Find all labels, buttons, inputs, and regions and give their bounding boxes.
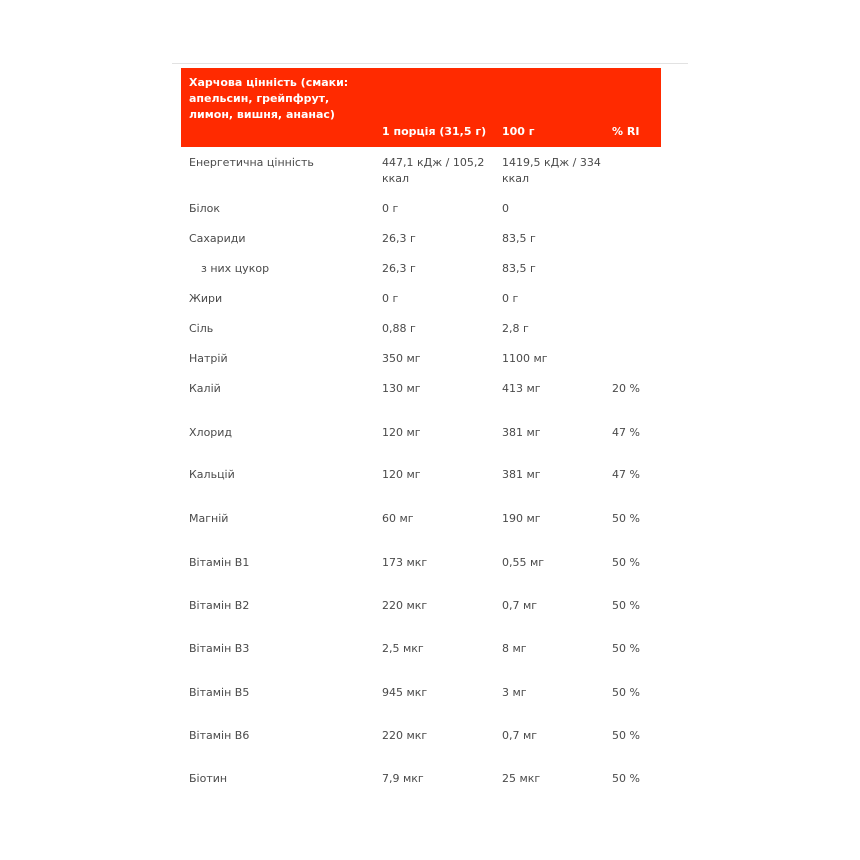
row-per100g: 3 мг (502, 686, 527, 699)
row-per100g: 0,7 мг (502, 599, 538, 612)
row-per100g: 83,5 г (502, 232, 536, 245)
row-ri: 50 % (612, 556, 640, 569)
row-portion: 120 мг (382, 426, 421, 439)
row-portion: 0,88 г (382, 322, 416, 335)
top-divider (172, 63, 688, 64)
row-portion: 0 г (382, 202, 399, 215)
row-per100g: 381 мг (502, 468, 541, 481)
row-ri: 50 % (612, 599, 640, 612)
row-portion: 7,9 мкг (382, 772, 424, 785)
row-per100g: 413 мг (502, 382, 541, 395)
row-name: Сіль (189, 322, 214, 335)
row-name: Кальцій (189, 468, 235, 481)
row-portion: 120 мг (382, 468, 421, 481)
row-name: Вітамін B6 (189, 729, 250, 742)
row-per100g: 0,55 мг (502, 556, 545, 569)
row-per100g: 381 мг (502, 426, 541, 439)
row-per100g: 0 (502, 202, 509, 215)
row-name: Жири (189, 292, 223, 305)
row-ri: 50 % (612, 772, 640, 785)
row-portion: 130 мг (382, 382, 421, 395)
row-name: Калій (189, 382, 221, 395)
row-portion: 26,3 г (382, 232, 416, 245)
row-portion: 0 г (382, 292, 399, 305)
row-portion: 26,3 г (382, 262, 416, 275)
row-per100g: 8 мг (502, 642, 527, 655)
row-portion: 2,5 мкг (382, 642, 424, 655)
row-ri: 47 % (612, 426, 640, 439)
row-ri: 50 % (612, 512, 640, 525)
row-per100g: 25 мкг (502, 772, 541, 785)
row-name: Хлорид (189, 426, 233, 439)
row-name: Вітамін B1 (189, 556, 250, 569)
header-ri: % RI (612, 125, 640, 138)
row-per100g: 190 мг (502, 512, 541, 525)
row-ri: 20 % (612, 382, 640, 395)
row-ri: 50 % (612, 642, 640, 655)
row-name: Вітамін B3 (189, 642, 250, 655)
row-portion: 945 мкг (382, 686, 428, 699)
row-portion: 60 мг (382, 512, 414, 525)
header-per100g: 100 г (502, 125, 535, 138)
row-name: Біотин (189, 772, 228, 785)
row-name: Магній (189, 512, 229, 525)
row-name: Білок (189, 202, 221, 215)
row-name: Натрій (189, 352, 228, 365)
row-portion: 447,1 кДж / 105,2 ккал (382, 156, 485, 185)
table-header (181, 68, 661, 147)
header-title: Харчова цінність (смаки: апельсин, грейпфрут, лимон, вишня, ананас) (189, 76, 349, 121)
row-per100g: 83,5 г (502, 262, 536, 275)
row-per100g: 0,7 мг (502, 729, 538, 742)
row-name: Вітамін B2 (189, 599, 250, 612)
row-name: Енергетична цінність (189, 156, 314, 169)
header-portion: 1 порція (31,5 г) (382, 125, 487, 138)
row-ri: 50 % (612, 686, 640, 699)
row-portion: 173 мкг (382, 556, 428, 569)
row-per100g: 2,8 г (502, 322, 529, 335)
row-portion: 220 мкг (382, 729, 428, 742)
row-name: Вітамін B5 (189, 686, 250, 699)
row-ri: 47 % (612, 468, 640, 481)
row-per100g: 0 г (502, 292, 519, 305)
row-portion: 220 мкг (382, 599, 428, 612)
row-per100g: 1100 мг (502, 352, 548, 365)
row-per100g: 1419,5 кДж / 334 ккал (502, 156, 601, 185)
row-name: Сахариди (189, 232, 246, 245)
row-ri: 50 % (612, 729, 640, 742)
row-portion: 350 мг (382, 352, 421, 365)
row-name: з них цукор (201, 262, 270, 275)
nutrition-table (181, 68, 661, 785)
